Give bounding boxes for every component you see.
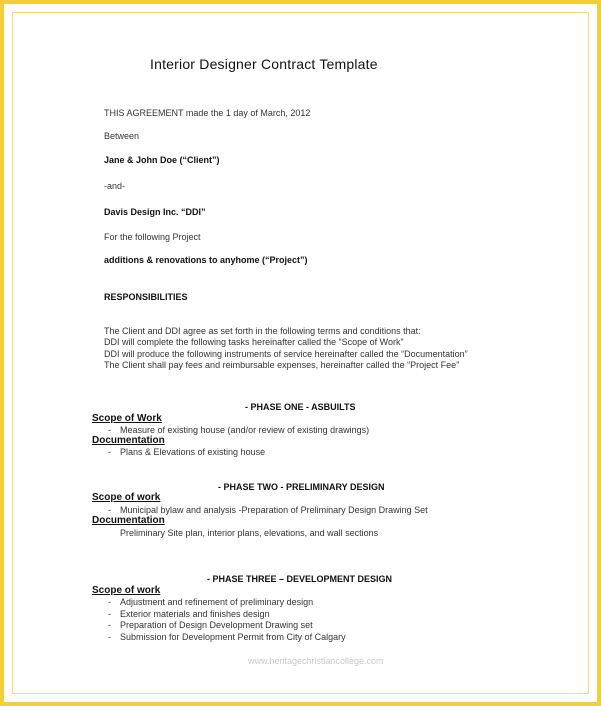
list-item-text: Adjustment and refinement of preliminary design [120,597,314,607]
list-item [108,597,313,607]
phase-one-heading: - PHASE ONE - ASBUILTS [245,402,356,412]
following-project-label: For the following Project [104,232,201,242]
list-item-text: Measure of existing house (and/or review of existing drawings) [120,425,370,435]
project-name: additions & renovations to anyhome (“Project”) [104,255,308,265]
responsibilities-heading: RESPONSIBILITIES [104,292,188,302]
list-item [108,447,265,457]
phase-one-doc-label: Documentation [92,435,165,446]
bullet-dash: - [108,425,111,435]
list-item-text: Municipal bylaw and analysis -Preparation of Preliminary Design Drawing Set [120,505,428,515]
responsibility-line: DDI will produce the following instruments of service hereinafter called the “Documentation” [104,349,468,359]
phase-two-doc-label: Documentation [92,515,165,526]
list-item [108,620,313,630]
phase-three-scope-label: Scope of work [92,585,161,596]
phase-one-scope-label: Scope of Work [92,413,162,424]
phase-two-heading: - PHASE TWO - PRELIMINARY DESIGN [218,482,385,492]
bullet-dash: - [108,632,111,642]
agreement-line: THIS AGREEMENT made the 1 day of March, 2012 [104,108,311,118]
designer-name: Davis Design Inc. “DDI” [104,207,206,217]
list-item-text: Preparation of Design Development Drawing set [120,620,313,630]
list-item-text: Exterior materials and finishes design [120,609,270,619]
phase-three-heading: - PHASE THREE – DEVELOPMENT DESIGN [207,574,393,584]
document-title: Interior Designer Contract Template [150,56,378,72]
between-label: Between [104,131,140,141]
responsibility-line: The Client shall pay fees and reimbursable expenses, hereinafter called the “Project Fee” [104,360,460,370]
list-item-text: Submission for Development Permit from City of Calgary [120,632,346,642]
client-name: Jane & John Doe (“Client”) [104,155,220,165]
bullet-dash: - [108,505,111,515]
phase-two-doc-text: Preliminary Site plan, interior plans, elevations, and wall sections [120,528,379,538]
bullet-dash: - [108,597,111,607]
list-item [108,425,369,435]
bullet-dash: - [108,620,111,630]
list-item-text: Plans & Elevations of existing house [120,447,266,457]
list-item [108,505,428,515]
and-label: -and- [104,181,126,191]
responsibility-line: The Client and DDI agree as set forth in the following terms and conditions that: [104,326,421,336]
bullet-dash: - [108,609,111,619]
bullet-dash: - [108,447,111,457]
watermark-text: www.heritagechristiancollege.com [248,656,384,666]
phase-two-scope-label: Scope of work [92,492,161,503]
responsibility-line: DDI will complete the following tasks hereinafter called the “Scope of Work” [104,337,404,347]
list-item [108,609,270,619]
list-item [108,632,346,642]
